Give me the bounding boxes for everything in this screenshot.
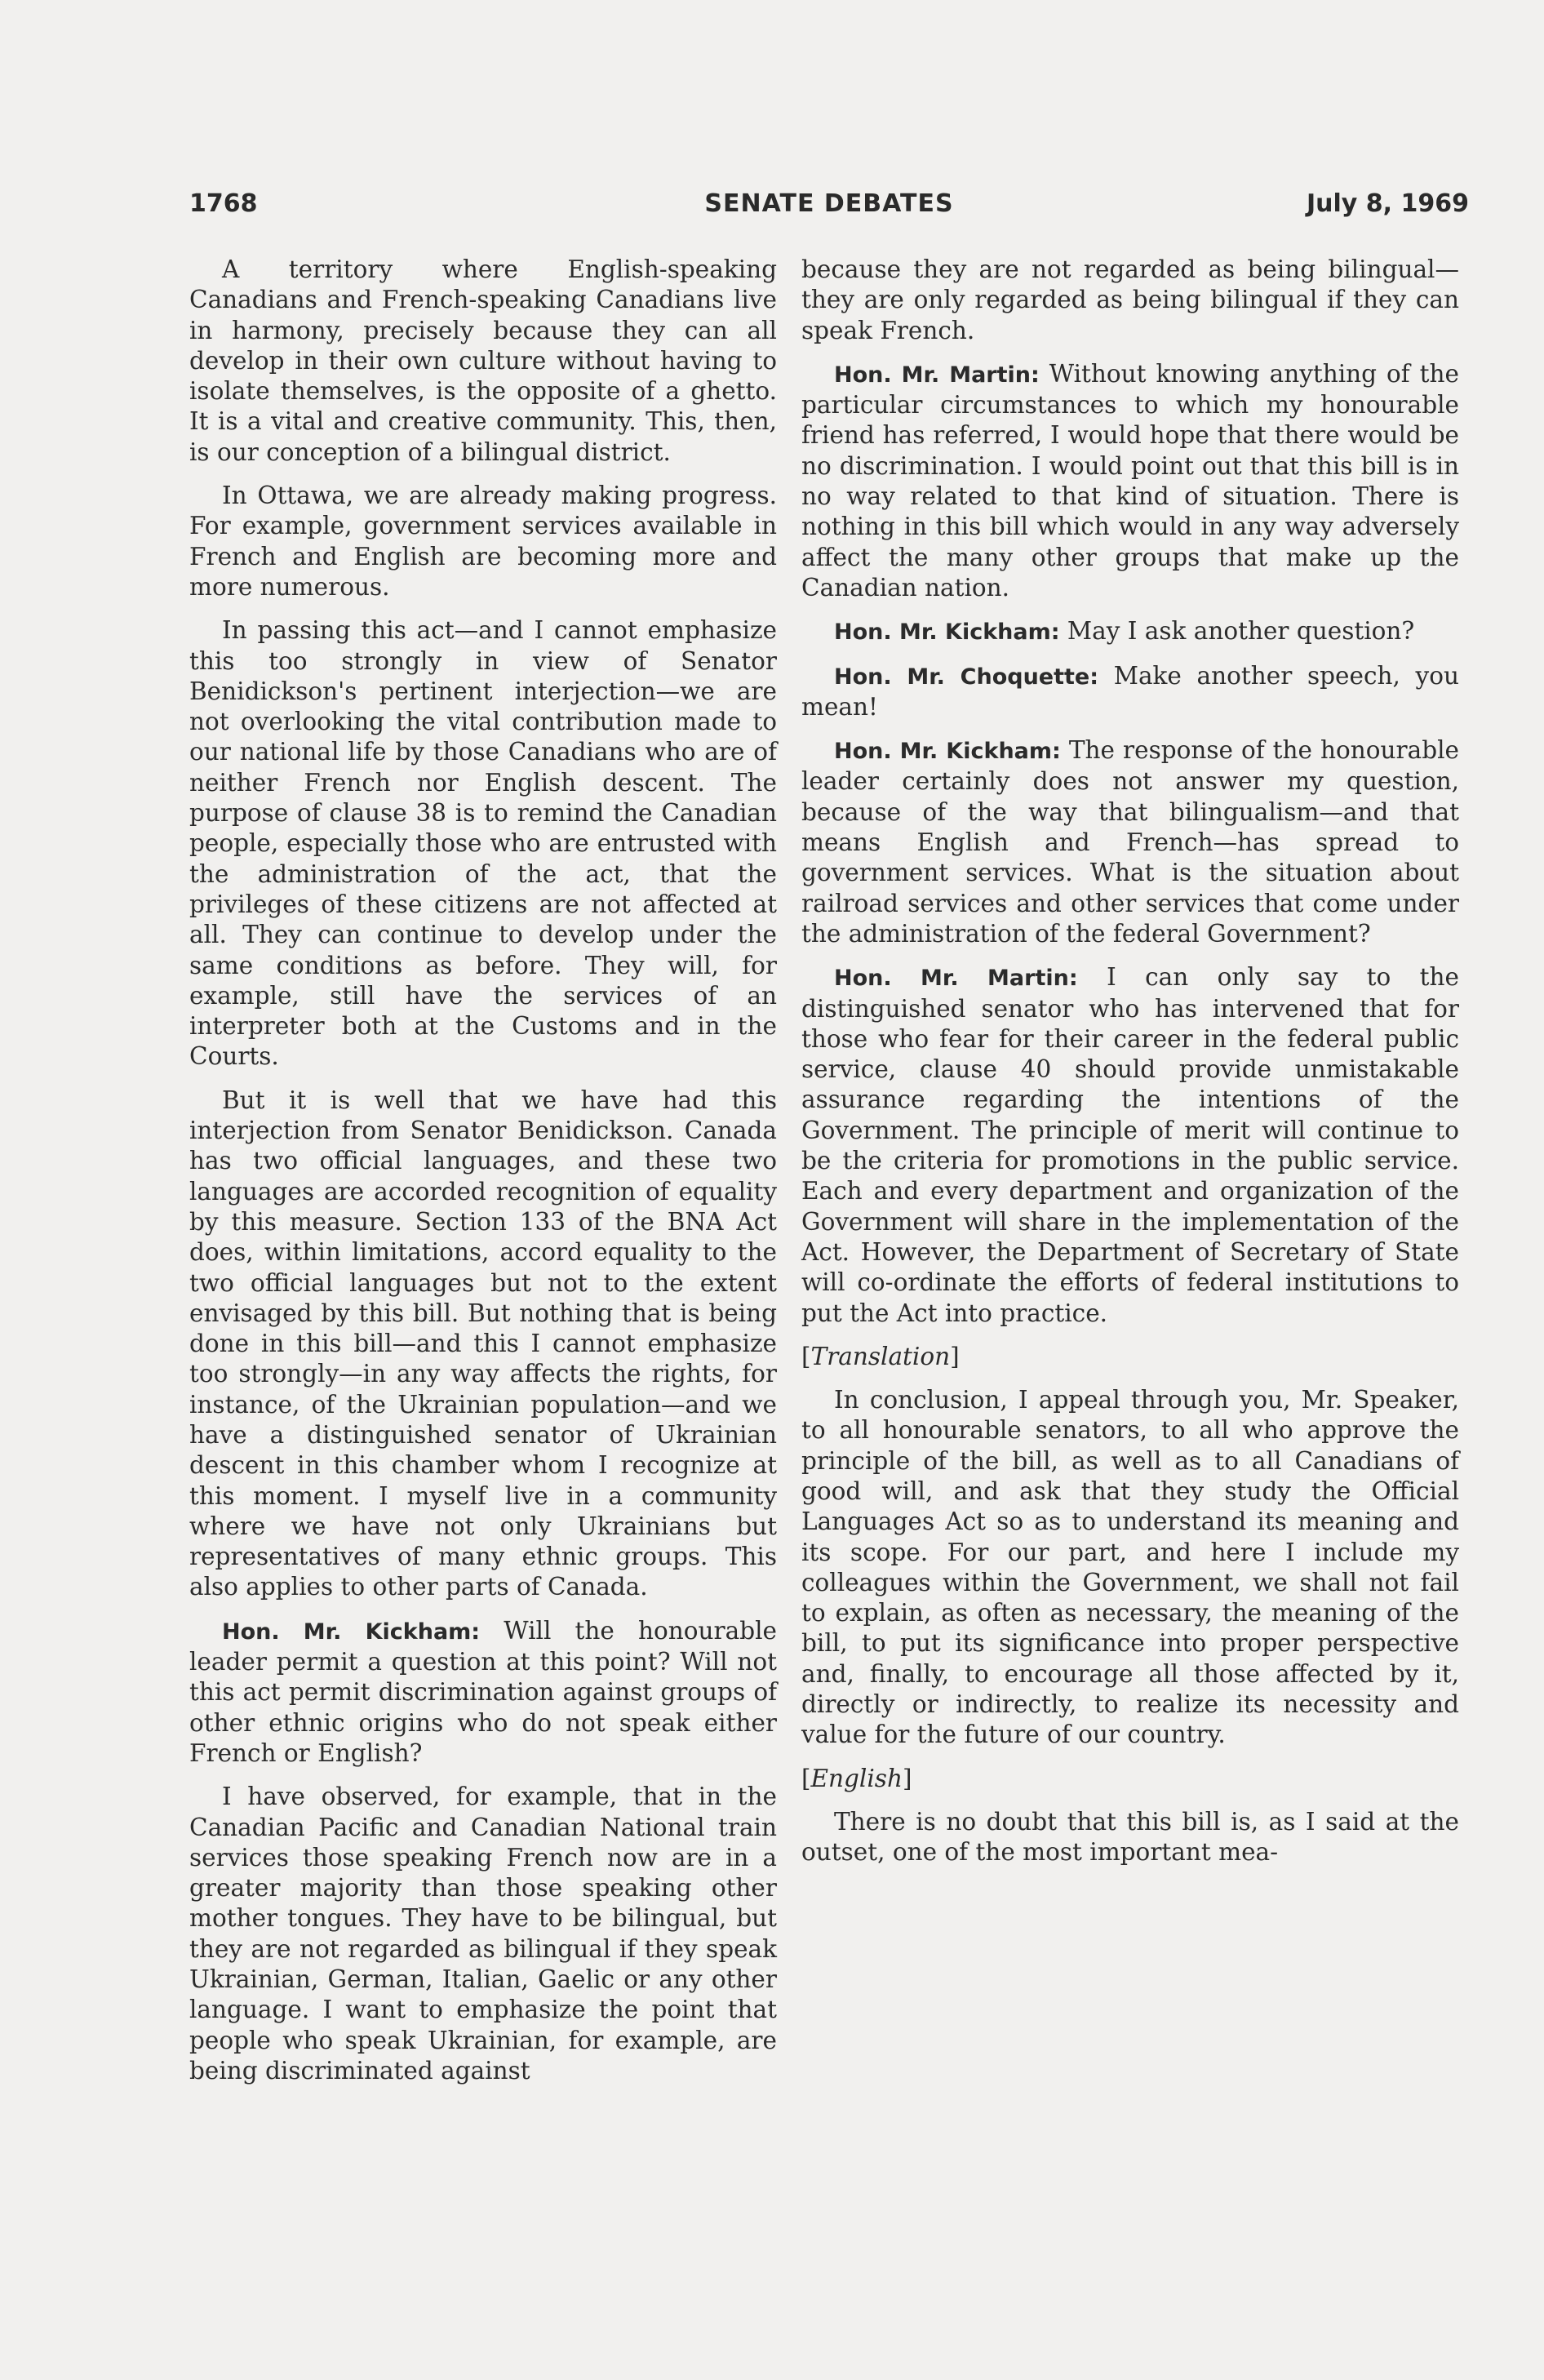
paragraph: I have observed, for example, that in the Canadian Pacific and Canadian National train services those speaking French now are in a greater majority than those speaking other mother tongues. They have to be bilingual, but they are not regarded as bilingual if they speak Ukrainian, German, Italian, Gaelic or any other language. I want to emphasize the point that people who speak Ukrainian, for example, are being discriminated against	[189, 1783, 777, 2085]
speaker-name: Hon. Mr. Kickham:	[222, 1618, 481, 1645]
language-tag: [English]	[801, 1764, 912, 1792]
speaker-name: Hon. Mr. Martin:	[834, 362, 1040, 388]
speech-paragraph	[801, 962, 1459, 1329]
speaker-name: Hon. Mr. Kickham:	[834, 739, 1061, 765]
page-date: July 8, 1969	[1306, 189, 1469, 218]
page-header	[189, 189, 1469, 225]
paragraph: But it is well that we have had this interjection from Senator Benidickson. Canada has two official languages, and these two languages are accorded recognition of equality by this measure. Section 133 of the BNA Act does, within limitations, accord equality to the two official languages but not to the extent envisaged by this bill. But nothing that is being done in this bill—and this I cannot emphasize too strongly—in any way affects the rights, for instance, of the Ukrainian population—and we have a distinguished senator of Ukrainian descent in this chamber whom I recognize at this moment. I myself live in a community where we have not only Ukrainians but representatives of many ethnic groups. This also applies to other parts of Canada.	[189, 1086, 777, 1601]
translation-tag: Translation	[810, 1342, 951, 1370]
paragraph: because they are not regarded as being bilingual—they are only regarded as being bilingual if they can speak French.	[801, 255, 1459, 344]
speech-text: Will the honourable leader permit a question at this point? Will not this act permit discrimination against groups of other ethnic origins who do not speak either French or English?	[189, 1616, 777, 1767]
right-column	[801, 255, 1459, 1881]
speaker-name: Hon. Mr. Choquette:	[834, 664, 1099, 690]
speech-paragraph	[801, 359, 1459, 603]
paragraph: In conclusion, I appeal through you, Mr. Speaker, to all honourable senators, to all who approve the principle of the bill, as well as to all Canadians of good will, and ask that they study the Official Languages Act so as to understand its meaning and its scope. For our part, and here I include my colleagues within the Government, we shall not fail to explain, as often as necessary, the meaning of the bill, to put its significance into proper perspective and, finally, to encourage all those affected by it, directly or indirectly, to realize its necessity and value for the future of our country.	[801, 1386, 1459, 1749]
paragraph: In passing this act—and I cannot emphasize this too strongly in view of Senator Benidickson's pertinent interjection—we are not overlooking the vital contribution made to our national life by those Canadians who are of neither French nor English descent. The purpose of clause 38 is to remind the Canadian people, especially those who are entrusted with the administration of the act, that the privileges of these citizens are not affected at all. They can continue to develop under the same conditions as before. They will, for example, still have the services of an interpreter both at the Customs and in the Courts.	[189, 616, 777, 1071]
speech-paragraph	[801, 661, 1459, 723]
speech-paragraph	[801, 616, 1459, 647]
speech-text: The response of the honourable leader certainly does not answer my question, because of the way that bilingualism—and that means English and French—has spread to government services. What is the situation about railroad services and other services that come under the administration of the federal Government?	[801, 736, 1459, 948]
language-tag: [Translation]	[801, 1342, 960, 1370]
publication-title: SENATE DEBATES	[704, 189, 954, 218]
speaker-name: Hon. Mr. Kickham:	[834, 619, 1060, 646]
page-number: 1768	[189, 189, 258, 218]
left-column	[189, 255, 777, 2099]
speech-text: I can only say to the distinguished senator who has intervened that for those who fear for their career in the federal public service, clause 40 should provide unmistakable assurance regarding the intentions of the Government. The principle of merit will continue to be the criteria for promotions in the public service. Each and every department and organization of the Government will share in the implementation of the Act. However, the Department of Secretary of State will co-ordinate the efforts of federal institutions to put the Act into practice.	[801, 963, 1459, 1327]
paragraph: In Ottawa, we are already making progress. For example, government services available in French and English are becoming more and more numerous.	[189, 482, 777, 601]
speech-paragraph	[189, 1616, 777, 1769]
speech-paragraph	[801, 735, 1459, 949]
speaker-name: Hon. Mr. Martin:	[834, 966, 1078, 992]
speech-text: May I ask another question?	[1067, 617, 1415, 646]
speech-text: Make another speech, you mean!	[801, 661, 1459, 721]
paragraph: There is no doubt that this bill is, as I said at the outset, one of the most important mea-	[801, 1807, 1459, 1867]
paragraph: A territory where English-speaking Canadians and French-speaking Canadians live in harmony, precisely because they can all develop in their own culture without having to isolate themselves, is the opposite of a ghetto. It is a vital and creative community. This, then, is our conception of a bilingual district.	[189, 255, 777, 466]
speech-text: Without knowing anything of the particular circumstances to which my honourable friend has referred, I would hope that there would be no discrimination. I would point out that this bill is in no way related to that kind of situation. There is nothing in this bill which would in any way adversely affect the many other groups that make up the Canadian nation.	[801, 359, 1459, 602]
english-tag: English	[810, 1764, 903, 1792]
